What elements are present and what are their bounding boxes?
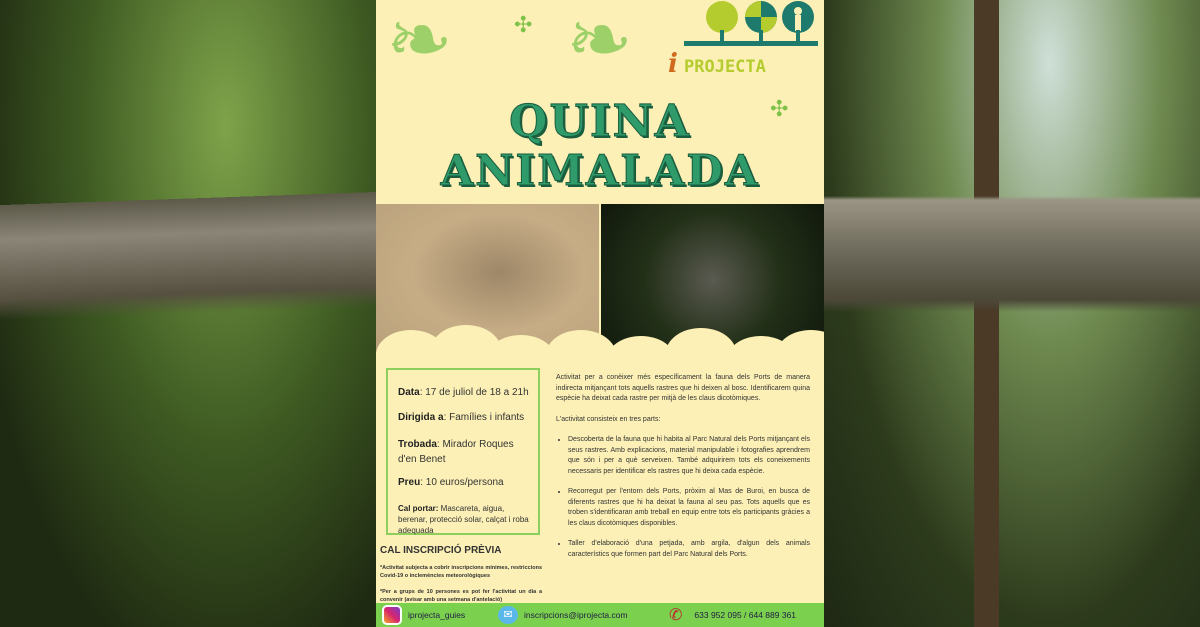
logo-i: i <box>668 49 678 76</box>
activity-description <box>556 373 810 570</box>
email-address[interactable]: inscripcions@iprojecta.com <box>524 610 628 620</box>
email-icon: ✉ <box>498 606 518 624</box>
info-audience: Dirigida a: Famílies i infants <box>398 412 525 423</box>
leaf-decoration-icon: ❧ <box>566 0 634 84</box>
description-intro: Activitat per a conèixer més específicament la fauna dels Ports de manera indirecta mitjançant tots aquells rastres que hi deixen al bosc. Identificarem quina espècie ha deixat cada rastre per mitjà de les claus dicotòmiques. <box>556 374 810 402</box>
iprojecta-logo <box>668 0 818 76</box>
description-part: • Taller d'elaboració d'una petjada, amb argila, d'algun dels animals característics que formen part del Parc Natural dels Ports. <box>568 539 810 560</box>
background-photo-left <box>0 0 376 627</box>
phone-icon: ✆ <box>669 607 683 624</box>
leaf-decoration-icon: ❧ <box>386 0 454 84</box>
registration-note-2: *Per a grups de 10 persones es pot fer l'activitat un dia a convenir (avisar amb una setmana d'antelació) <box>380 589 542 603</box>
instagram-icon <box>382 605 402 625</box>
sparkle-leaf-icon: ✣ <box>770 96 789 121</box>
info-meeting-point: Trobada: Mirador Roques d'en Benet <box>398 439 514 465</box>
registration-heading: CAL INSCRIPCIÓ PRÈVIA <box>380 545 502 556</box>
registration-note-1: *Activitat subjecta a cobrir inscripcions mínimes, restriccions Covid-19 o inclemències meteorològiques <box>380 565 542 579</box>
info-what-to-bring: Cal portar: Mascareta, aigua, berenar, protecció solar, calçat i roba adequada <box>398 504 529 535</box>
description-parts-intro: L'activitat consisteix en tres parts: <box>556 415 661 423</box>
phone-numbers[interactable]: 633 952 095 / 644 889 361 <box>694 610 797 620</box>
title-line-1: QUINA <box>509 96 691 147</box>
info-date: Data: 17 de juliol de 18 a 21h <box>398 387 529 398</box>
logo-text: PROJECTA <box>684 57 766 76</box>
title-line-2: ANIMALADA <box>440 146 760 195</box>
description-part: • Descoberta de la fauna que hi habita al Parc Natural dels Ports mitjançant els seus rastres. Amb explicacions, material manipulable i fotografies aprendrem que són i per a què serveixen. També adquirirem tots els coneixements necessaris per identificar els rastres que hi deixa cada espècie. <box>568 435 810 477</box>
sparkle-leaf-icon: ✣ <box>514 12 533 37</box>
contact-footer <box>376 603 824 627</box>
background-photo-right <box>824 0 1200 627</box>
instagram-handle[interactable]: iprojecta_guies <box>408 610 466 620</box>
description-part: • Recorregut per l'entorn dels Ports, pròxim al Mas de Buroi, en busca de diferents rastres que hi ha deixat la fauna al seu pas. Tots aquells que es troben s'identificaran amb treball en equip entre tots els participants gràcies a les claus dicotòmiques disponibles. <box>568 487 810 529</box>
info-price: Preu: 10 euros/persona <box>398 477 504 488</box>
